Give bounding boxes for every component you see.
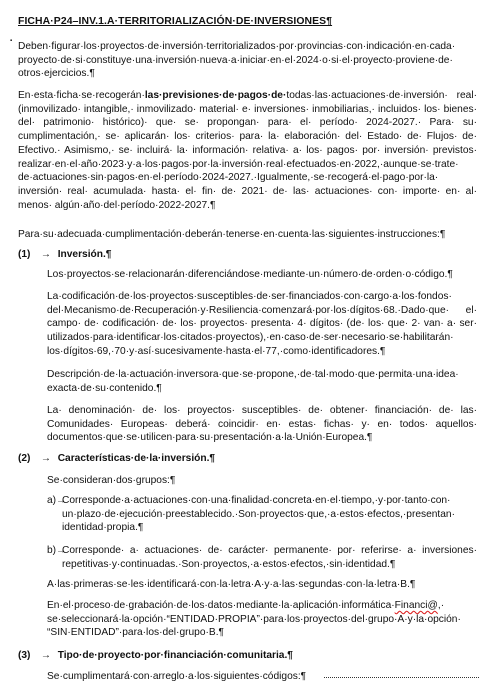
- list-item-b: [47, 544, 477, 571]
- section-3-paragraph-1: Se·cumplimentará·con·arreglo·a·los·siguientes·códigos:¶: [47, 671, 307, 682]
- section-2-paragraph-2: A·las·primeras·se·les·identificará·con·la·letra·A·y·a·las·segundas·con·la·letra·B.¶: [47, 579, 416, 590]
- dotted-tab-leader: [324, 677, 479, 678]
- tab-arrow-icon: →: [40, 650, 52, 661]
- section-1-paragraph-4: La· denominación· de· los· proyectos· susceptibles· de· obtener· financiación· de· las· Comunidades· Europeas· deberá· coincidir· en· estas· fichas· y· en· todos· aquellos· documentos·que·se·utilicen·para·su·presentación·a·la·Unión·Europea.¶: [47, 405, 477, 444]
- instructions-intro: Para·su·adecuada·cumplimentación·deberán·tenerse·en·cuenta·las·siguientes·instrucciones:¶: [18, 229, 446, 240]
- scope-text-end: todas·las·actuaciones·de·inversión· real· (inmovilizado· intangible,· inmovilizado· material· e· inversiones· inmobiliarias,· incluidos· los· bienes· del· patrimonio· histórico)· que· se· propongan· para· el· período· 2024-2027.· Para· su· cumplimentación,· se· aplicarán· los· criterios· para· la· elaboración· del· Estado· de· Flujos· de· Efectivo.· Asimismo,· se· incluirá· la· información· relativa· a· los· pagos· por· inversión· previstos· realizar·en·el·año·2023·y·a·los·pagos·por·la·inversión·real·efectuados·en·2022,·aunque·se·trate· de·actuaciones·sin·pagos·en·el·período·2024-2027.·Igualmente,·se·recogerá·el·pago·por·la· inversión· real· acumulada· hasta· el· fin· de· 2021· de· las· actuaciones· con· importe· en· al· menos· algún·año·del·período·2022-2027.¶: [18, 90, 477, 211]
- list-item-a: [47, 494, 477, 535]
- section-3-number: (3): [18, 650, 31, 661]
- list-item-a-letter: a)→: [47, 495, 67, 506]
- section-2-number: (2): [18, 453, 31, 464]
- list-item-a-text: Corresponde·a·actuaciones·con·una·finalidad·concreta·en·el·tiempo,·y·por·tanto·con· un·plazo·de·ejecución·preestablecido.·Son·proyectos·que,·a·estos·efectos,·presentan· identidad·propia.¶: [62, 495, 455, 534]
- paragraph-mark-icon: ▪: [10, 38, 13, 44]
- tab-arrow-icon: →: [40, 453, 52, 464]
- section-2-heading: [18, 453, 215, 464]
- section-2-p3-start: En·el·proceso·de·grabación·de·los·datos·mediante·la·aplicación·informática·: [47, 600, 395, 611]
- scope-text-bold: las·previsiones·de·pagos·de·: [144, 90, 287, 101]
- list-item-b-letter: b)→: [47, 545, 67, 556]
- list-item-b-text: Corresponde· a· actuaciones· de· carácter· permanente· por· referirse· a· inversiones· repetitivas·y·continuadas.·Son·proyectos,·a·estos·efectos,·sin·identidad.¶: [62, 545, 477, 570]
- section-3-title: Tipo·de·proyecto·por·financiación·comunitaria.¶: [57, 650, 293, 661]
- section-3-heading: [18, 650, 293, 661]
- tab-arrow-icon: →: [40, 249, 52, 260]
- section-1-paragraph-1: Los·proyectos·se·relacionarán·diferenciándose·mediante·un·número·de·orden·o·código.¶: [47, 269, 453, 280]
- application-name: Financi@: [394, 600, 438, 611]
- scope-text-start: En·esta·ficha·se·recogerán·: [18, 90, 145, 101]
- document-title: FICHA·P24–INV.1.A·TERRITORIALIZACIÓN·DE·INVERSIONES¶: [18, 16, 333, 27]
- section-1-number: (1): [18, 249, 31, 260]
- section-2-p3-end: ,· se·seleccionará·la·opción·“ENTIDAD·PROPIA”·para·los·proyectos·del·grupo·A·y·la·opción· “SIN·ENTIDAD”·para·los·del·grupo·B.¶: [47, 600, 461, 639]
- intro-paragraph: Deben·figurar·los·proyectos·de·inversión·territorializados·por·provincias·con·indicación·en·cada· proyecto·de·si·constituye·una·inversión·nueva·a·iniciar·en·el·2024·o·si·el·proyecto·proviene·de· otros·ejercicios.¶: [18, 41, 456, 80]
- section-2-paragraph-1: Se·consideran·dos·grupos:¶: [47, 475, 176, 486]
- section-1-heading: [18, 249, 111, 260]
- section-2-paragraph-3: [47, 599, 477, 640]
- section-2-title: Características·de·la·inversión.¶: [57, 453, 216, 464]
- section-1-title: Inversión.¶: [57, 249, 112, 260]
- section-1-paragraph-2: La·codificación·de·los·proyectos·susceptibles·de·ser·financiados·con·cargo·a·los·fondos· del·Mecanismo·de·Recuperación·y·Resiliencia·comenzará·por·los·dígitos·68.·Dado·que· el· campo· de· codificación· de· los· proyectos· presenta· 4· dígitos· (de· los· que· 2· van· a· ser· utilizados·para·identificar·los·citados·proyectos),·en·caso·de·ser·necesario·se·habilitarán· los·dígitos·69,·70·y·así·sucesivamente·hasta·el·77,·como·identificadores.¶: [47, 291, 477, 357]
- section-1-paragraph-3: Descripción·de·la·actuación·inversora·que·se·propone,·de·tal·modo·que·permita·una·idea· exacta·de·su·contenido.¶: [47, 369, 459, 394]
- scope-paragraph: [18, 89, 477, 212]
